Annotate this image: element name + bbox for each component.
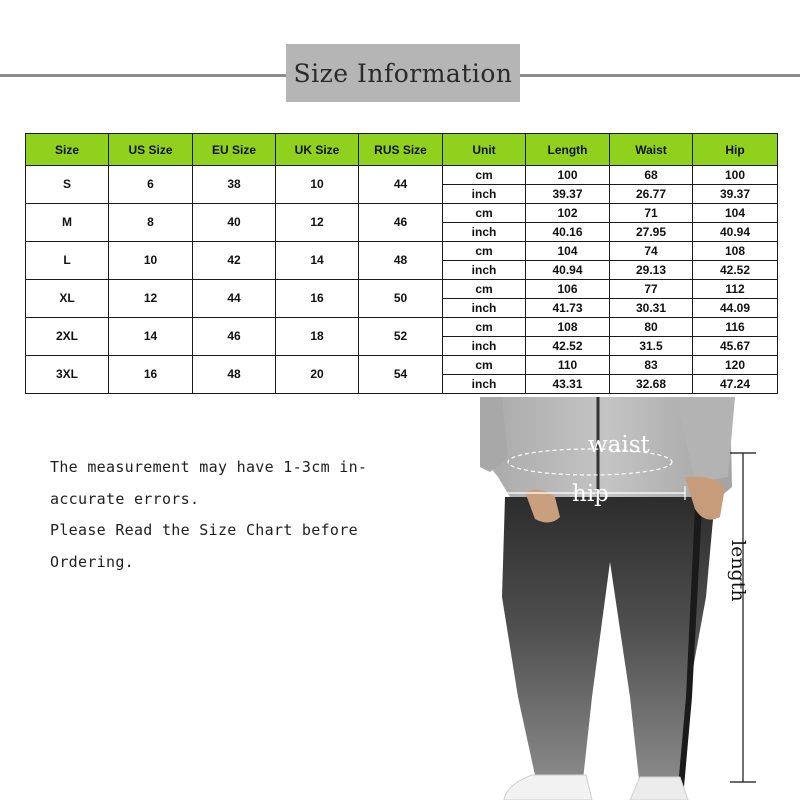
header-size: Size xyxy=(26,134,109,166)
size-chart-table xyxy=(25,133,778,394)
waist-cell: 74 xyxy=(610,242,693,261)
eu-size-cell: 44 xyxy=(193,280,276,318)
size-cell: 2XL xyxy=(26,318,109,356)
rus-size-cell: 50 xyxy=(359,280,443,318)
rus-size-cell: 46 xyxy=(359,204,443,242)
eu-size-cell: 38 xyxy=(193,166,276,204)
unit-cell: inch xyxy=(443,375,526,394)
header-rus-size: RUS Size xyxy=(359,134,443,166)
waist-cell: 27.95 xyxy=(610,223,693,242)
length-cell: 106 xyxy=(526,280,610,299)
length-cell: 42.52 xyxy=(526,337,610,356)
uk-size-cell: 18 xyxy=(276,318,359,356)
size-cell: M xyxy=(26,204,109,242)
size-cell: S xyxy=(26,166,109,204)
model-photo xyxy=(480,397,800,800)
right-shoe-shape xyxy=(630,777,688,800)
eu-size-cell: 48 xyxy=(193,356,276,394)
length-cell: 110 xyxy=(526,356,610,375)
hip-cell: 47.24 xyxy=(693,375,778,394)
uk-size-cell: 16 xyxy=(276,280,359,318)
uk-size-cell: 10 xyxy=(276,166,359,204)
note-line: accurate errors. xyxy=(50,489,200,508)
us-size-cell: 12 xyxy=(109,280,193,318)
header-length: Length xyxy=(526,134,610,166)
waist-cell: 71 xyxy=(610,204,693,223)
waist-cell: 32.68 xyxy=(610,375,693,394)
waist-cell: 30.31 xyxy=(610,299,693,318)
table-row xyxy=(26,166,778,185)
unit-cell: cm xyxy=(443,318,526,337)
length-cell: 39.37 xyxy=(526,185,610,204)
table-row xyxy=(26,280,778,299)
length-cell: 100 xyxy=(526,166,610,185)
uk-size-cell: 20 xyxy=(276,356,359,394)
hip-cell: 120 xyxy=(693,356,778,375)
hip-cell: 116 xyxy=(693,318,778,337)
unit-cell: cm xyxy=(443,204,526,223)
eu-size-cell: 40 xyxy=(193,204,276,242)
hip-cell: 104 xyxy=(693,204,778,223)
length-cell: 40.16 xyxy=(526,223,610,242)
size-cell: XL xyxy=(26,280,109,318)
length-label: length xyxy=(727,540,749,602)
hip-cell: 108 xyxy=(693,242,778,261)
us-size-cell: 10 xyxy=(109,242,193,280)
unit-cell: inch xyxy=(443,337,526,356)
unit-cell: cm xyxy=(443,356,526,375)
length-cell: 102 xyxy=(526,204,610,223)
note-line: Please Read the Size Chart before xyxy=(50,521,358,539)
page-title: Size Information xyxy=(293,58,513,88)
waist-cell: 29.13 xyxy=(610,261,693,280)
note-line: Ordering. xyxy=(50,552,134,571)
length-cell: 40.94 xyxy=(526,261,610,280)
hip-cell: 112 xyxy=(693,280,778,299)
waist-cell: 83 xyxy=(610,356,693,375)
size-cell: L xyxy=(26,242,109,280)
header-us-size: US Size xyxy=(109,134,193,166)
hip-label: hip xyxy=(572,481,609,507)
unit-cell: inch xyxy=(443,223,526,242)
uk-size-cell: 12 xyxy=(276,204,359,242)
rus-size-cell: 54 xyxy=(359,356,443,394)
rus-size-cell: 52 xyxy=(359,318,443,356)
unit-cell: cm xyxy=(443,166,526,185)
eu-size-cell: 46 xyxy=(193,318,276,356)
header-unit: Unit xyxy=(443,134,526,166)
hip-cell: 39.37 xyxy=(693,185,778,204)
unit-cell: inch xyxy=(443,185,526,204)
us-size-cell: 16 xyxy=(109,356,193,394)
hip-cell: 100 xyxy=(693,166,778,185)
waist-label: waist xyxy=(588,432,650,458)
length-cell: 41.73 xyxy=(526,299,610,318)
unit-cell: cm xyxy=(443,280,526,299)
header-uk-size: UK Size xyxy=(276,134,359,166)
header-hip: Hip xyxy=(693,134,778,166)
hip-cell: 40.94 xyxy=(693,223,778,242)
table-row xyxy=(26,356,778,375)
table-body xyxy=(26,166,778,394)
table-header-row xyxy=(26,134,778,166)
unit-cell: inch xyxy=(443,299,526,318)
us-size-cell: 14 xyxy=(109,318,193,356)
unit-cell: cm xyxy=(443,242,526,261)
table-row xyxy=(26,204,778,223)
waist-cell: 68 xyxy=(610,166,693,185)
uk-size-cell: 14 xyxy=(276,242,359,280)
eu-size-cell: 42 xyxy=(193,242,276,280)
hip-cell: 42.52 xyxy=(693,261,778,280)
table-row xyxy=(26,318,778,337)
hip-cell: 45.67 xyxy=(693,337,778,356)
note-line: The measurement may have 1-3cm in- xyxy=(50,458,368,476)
waist-cell: 31.5 xyxy=(610,337,693,356)
length-cell: 104 xyxy=(526,242,610,261)
us-size-cell: 8 xyxy=(109,204,193,242)
length-cell: 108 xyxy=(526,318,610,337)
title-banner xyxy=(286,44,520,102)
header-eu-size: EU Size xyxy=(193,134,276,166)
table-row xyxy=(26,242,778,261)
waist-cell: 80 xyxy=(610,318,693,337)
size-cell: 3XL xyxy=(26,356,109,394)
waist-cell: 77 xyxy=(610,280,693,299)
unit-cell: inch xyxy=(443,261,526,280)
rus-size-cell: 48 xyxy=(359,242,443,280)
measurement-note xyxy=(50,452,390,578)
hip-cell: 44.09 xyxy=(693,299,778,318)
rus-size-cell: 44 xyxy=(359,166,443,204)
length-cell: 43.31 xyxy=(526,375,610,394)
header-waist: Waist xyxy=(610,134,693,166)
us-size-cell: 6 xyxy=(109,166,193,204)
waist-cell: 26.77 xyxy=(610,185,693,204)
